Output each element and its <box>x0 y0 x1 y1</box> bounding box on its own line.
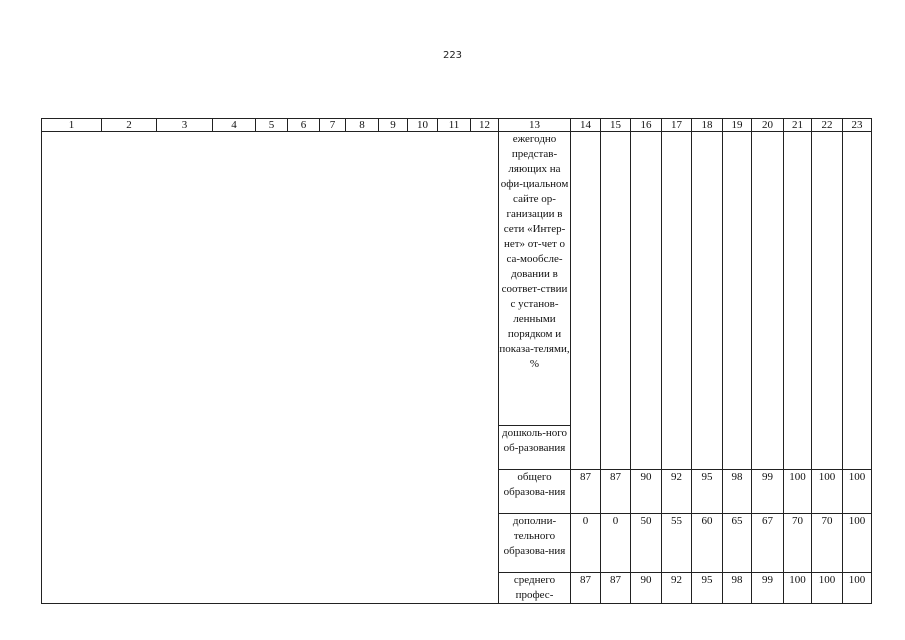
col-header: 21 <box>784 119 812 132</box>
col-header: 1 <box>42 119 102 132</box>
value-cell <box>752 132 784 470</box>
value-cell: 100 <box>784 573 812 604</box>
value-cell <box>784 132 812 470</box>
value-cell: 90 <box>631 573 662 604</box>
col-header: 19 <box>723 119 752 132</box>
value-cell: 95 <box>692 470 723 514</box>
col-header: 3 <box>157 119 213 132</box>
col-header: 4 <box>213 119 256 132</box>
page-number: 223 <box>442 50 463 61</box>
value-cell: 70 <box>784 514 812 573</box>
col-header: 10 <box>408 119 438 132</box>
col-header: 14 <box>571 119 601 132</box>
value-cell: 67 <box>752 514 784 573</box>
table-row <box>42 132 872 426</box>
header-row <box>42 119 872 132</box>
value-cell: 92 <box>662 573 692 604</box>
value-cell: 0 <box>601 514 631 573</box>
value-cell: 99 <box>752 470 784 514</box>
data-table <box>41 118 872 604</box>
col-header: 5 <box>256 119 288 132</box>
row-label: ежегодно представ-ляющих на офи-циальном сайте ор-ганизации в сети «Интер-нет» от-чет о са-мообсле-довании в соответ-ствии с установ-ленными порядком и показа-телями, % <box>499 132 571 426</box>
row-label: дошколь-ного об-разования <box>499 426 571 470</box>
value-cell <box>662 132 692 470</box>
value-cell: 87 <box>571 470 601 514</box>
value-cell: 87 <box>601 470 631 514</box>
value-cell: 90 <box>631 470 662 514</box>
empty-merged-cell <box>42 132 499 604</box>
value-cell: 87 <box>571 573 601 604</box>
col-header: 6 <box>288 119 320 132</box>
col-header: 18 <box>692 119 723 132</box>
value-cell: 99 <box>752 573 784 604</box>
value-cell: 100 <box>784 470 812 514</box>
value-cell <box>601 132 631 470</box>
value-cell <box>843 132 872 470</box>
row-label: дополни-тельного образова-ния <box>499 514 571 573</box>
value-cell: 98 <box>723 470 752 514</box>
value-cell: 95 <box>692 573 723 604</box>
col-header: 15 <box>601 119 631 132</box>
value-cell: 98 <box>723 573 752 604</box>
value-cell: 50 <box>631 514 662 573</box>
col-header: 22 <box>812 119 843 132</box>
value-cell <box>631 132 662 470</box>
value-cell: 70 <box>812 514 843 573</box>
col-header: 16 <box>631 119 662 132</box>
value-cell <box>692 132 723 470</box>
value-cell <box>723 132 752 470</box>
row-label: среднего профес- <box>499 573 571 604</box>
value-cell: 100 <box>843 514 872 573</box>
value-cell: 65 <box>723 514 752 573</box>
value-cell: 87 <box>601 573 631 604</box>
col-header: 23 <box>843 119 872 132</box>
value-cell: 60 <box>692 514 723 573</box>
col-header: 9 <box>379 119 408 132</box>
value-cell: 92 <box>662 470 692 514</box>
value-cell: 100 <box>843 573 872 604</box>
row-label: общего образова-ния <box>499 470 571 514</box>
col-header: 2 <box>102 119 157 132</box>
col-header: 11 <box>438 119 471 132</box>
value-cell: 100 <box>812 470 843 514</box>
value-cell <box>571 132 601 470</box>
col-header: 8 <box>346 119 379 132</box>
value-cell: 100 <box>812 573 843 604</box>
col-header: 13 <box>499 119 571 132</box>
value-cell: 55 <box>662 514 692 573</box>
col-header: 12 <box>471 119 499 132</box>
col-header: 20 <box>752 119 784 132</box>
value-cell <box>812 132 843 470</box>
col-header: 17 <box>662 119 692 132</box>
value-cell: 0 <box>571 514 601 573</box>
value-cell: 100 <box>843 470 872 514</box>
col-header: 7 <box>320 119 346 132</box>
